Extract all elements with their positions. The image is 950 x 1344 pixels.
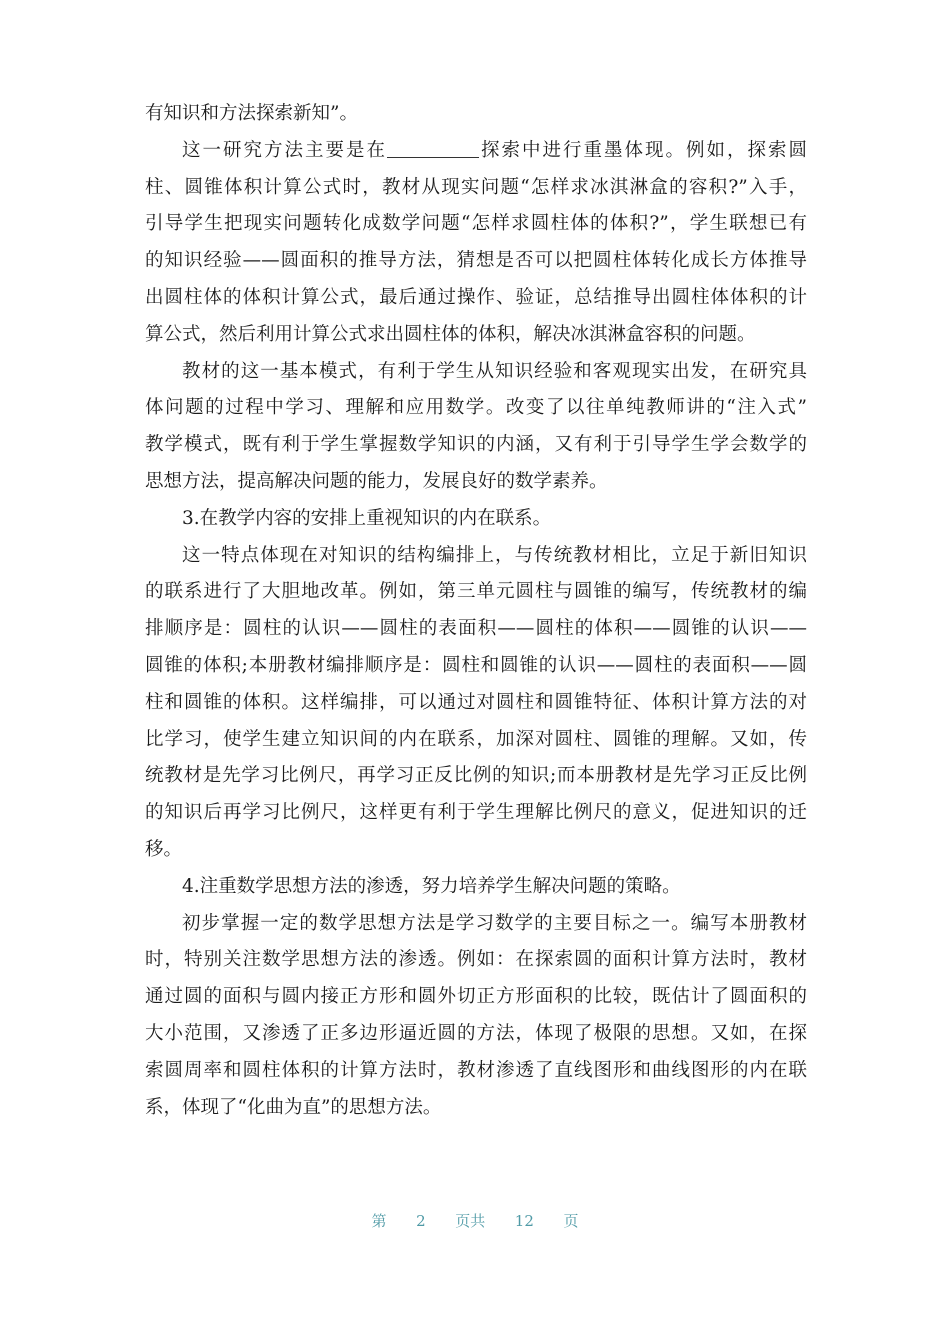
document-body	[145, 96, 807, 1126]
paragraph-line: 的联系进行了大胆地改革。例如，第三单元圆柱与圆锥的编写，传统教材的编	[145, 581, 807, 603]
paragraph-line: 教材的这一基本模式，有利于学生从知识经验和客观现实出发，在研究具	[182, 360, 807, 382]
paragraph-line: 这一特点体现在对知识的结构编排上，与传统教材相比，立足于新旧知识	[182, 544, 807, 566]
footer-prefix: 第	[371, 1212, 387, 1230]
paragraph-line: 思想方法，提高解决问题的能力，发展良好的数学素养。	[145, 470, 608, 492]
paragraph-line: 柱、圆锥体积计算公式时，教材从现实问题“怎样求冰淇淋盒的容积?”入手，	[145, 176, 807, 198]
paragraph-line: 统教材是先学习比例尺，再学习正反比例的知识;而本册教材是先学习正反比例	[145, 765, 807, 787]
paragraph-line: 系，体现了“化曲为直”的思想方法。	[145, 1096, 442, 1118]
line-text: 探索中进行重墨体现。例如，探索圆	[479, 139, 807, 161]
page-footer	[0, 1210, 950, 1231]
line-text: 这一研究方法主要是在	[182, 139, 387, 161]
paragraph-line: 移。	[145, 838, 183, 860]
paragraph-line: 排顺序是：圆柱的认识——圆柱的表面积——圆柱的体积——圆锥的认识——	[145, 618, 807, 640]
paragraph-line: 索圆周率和圆柱体积的计算方法时，教材渗透了直线图形和曲线图形的内在联	[145, 1059, 807, 1081]
paragraph-line: 教学模式，既有利于学生掌握数学知识的内涵，又有利于引导学生学会数学的	[145, 434, 807, 456]
paragraph-line: 引导学生把现实问题转化成数学问题“怎样求圆柱体的体积?”，学生联想已有	[145, 213, 807, 235]
paragraph-line: 出圆柱体的体积计算公式，最后通过操作、验证，总结推导出圆柱体体积的计	[145, 286, 807, 308]
current-page-number: 2	[416, 1212, 426, 1230]
paragraph-line: 体问题的过程中学习、理解和应用数学。改变了以往单纯教师讲的“注入式”	[145, 397, 807, 419]
total-pages-number: 12	[514, 1212, 534, 1230]
paragraph-line: 初步掌握一定的数学思想方法是学习数学的主要目标之一。编写本册教材	[182, 912, 807, 934]
paragraph-line: 有知识和方法探索新知”。	[145, 103, 358, 124]
section-heading: 3.在教学内容的安排上重视知识的内在联系。	[182, 507, 552, 529]
footer-mid: 页共	[455, 1212, 486, 1230]
paragraph-line: 圆锥的体积;本册教材编排顺序是：圆柱和圆锥的认识——圆柱的表面积——圆	[145, 654, 807, 676]
paragraph-line: 的知识后再学习比例尺，这样更有利于学生理解比例尺的意义，促进知识的迁	[145, 802, 807, 824]
paragraph-line	[145, 133, 807, 170]
paragraph-line: 时，特别关注数学思想方法的渗透。例如：在探索圆的面积计算方法时，教材	[145, 949, 807, 971]
footer-suffix: 页	[563, 1212, 579, 1230]
paragraph-line: 通过圆的面积与圆内接正方形和圆外切正方形面积的比较，既估计了圆面积的	[145, 986, 807, 1008]
paragraph-line: 柱和圆锥的体积。这样编排，可以通过对圆柱和圆锥特征、体积计算方法的对	[145, 691, 807, 713]
paragraph-line: 大小范围，又渗透了正多边形逼近圆的方法，体现了极限的思想。又如，在探	[145, 1022, 807, 1044]
section-heading: 4.注重数学思想方法的渗透，努力培养学生解决问题的策略。	[182, 875, 681, 897]
paragraph-line: 的知识经验——圆面积的推导方法，猜想是否可以把圆柱体转化成长方体推导	[145, 250, 807, 272]
paragraph-line: 算公式，然后利用计算公式求出圆柱体的体积，解决冰淇淋盒容积的问题。	[145, 323, 756, 345]
paragraph-line: 比学习，使学生建立知识间的内在联系，加深对圆柱、圆锥的理解。又如，传	[145, 728, 807, 750]
fill-in-blank	[387, 156, 479, 158]
